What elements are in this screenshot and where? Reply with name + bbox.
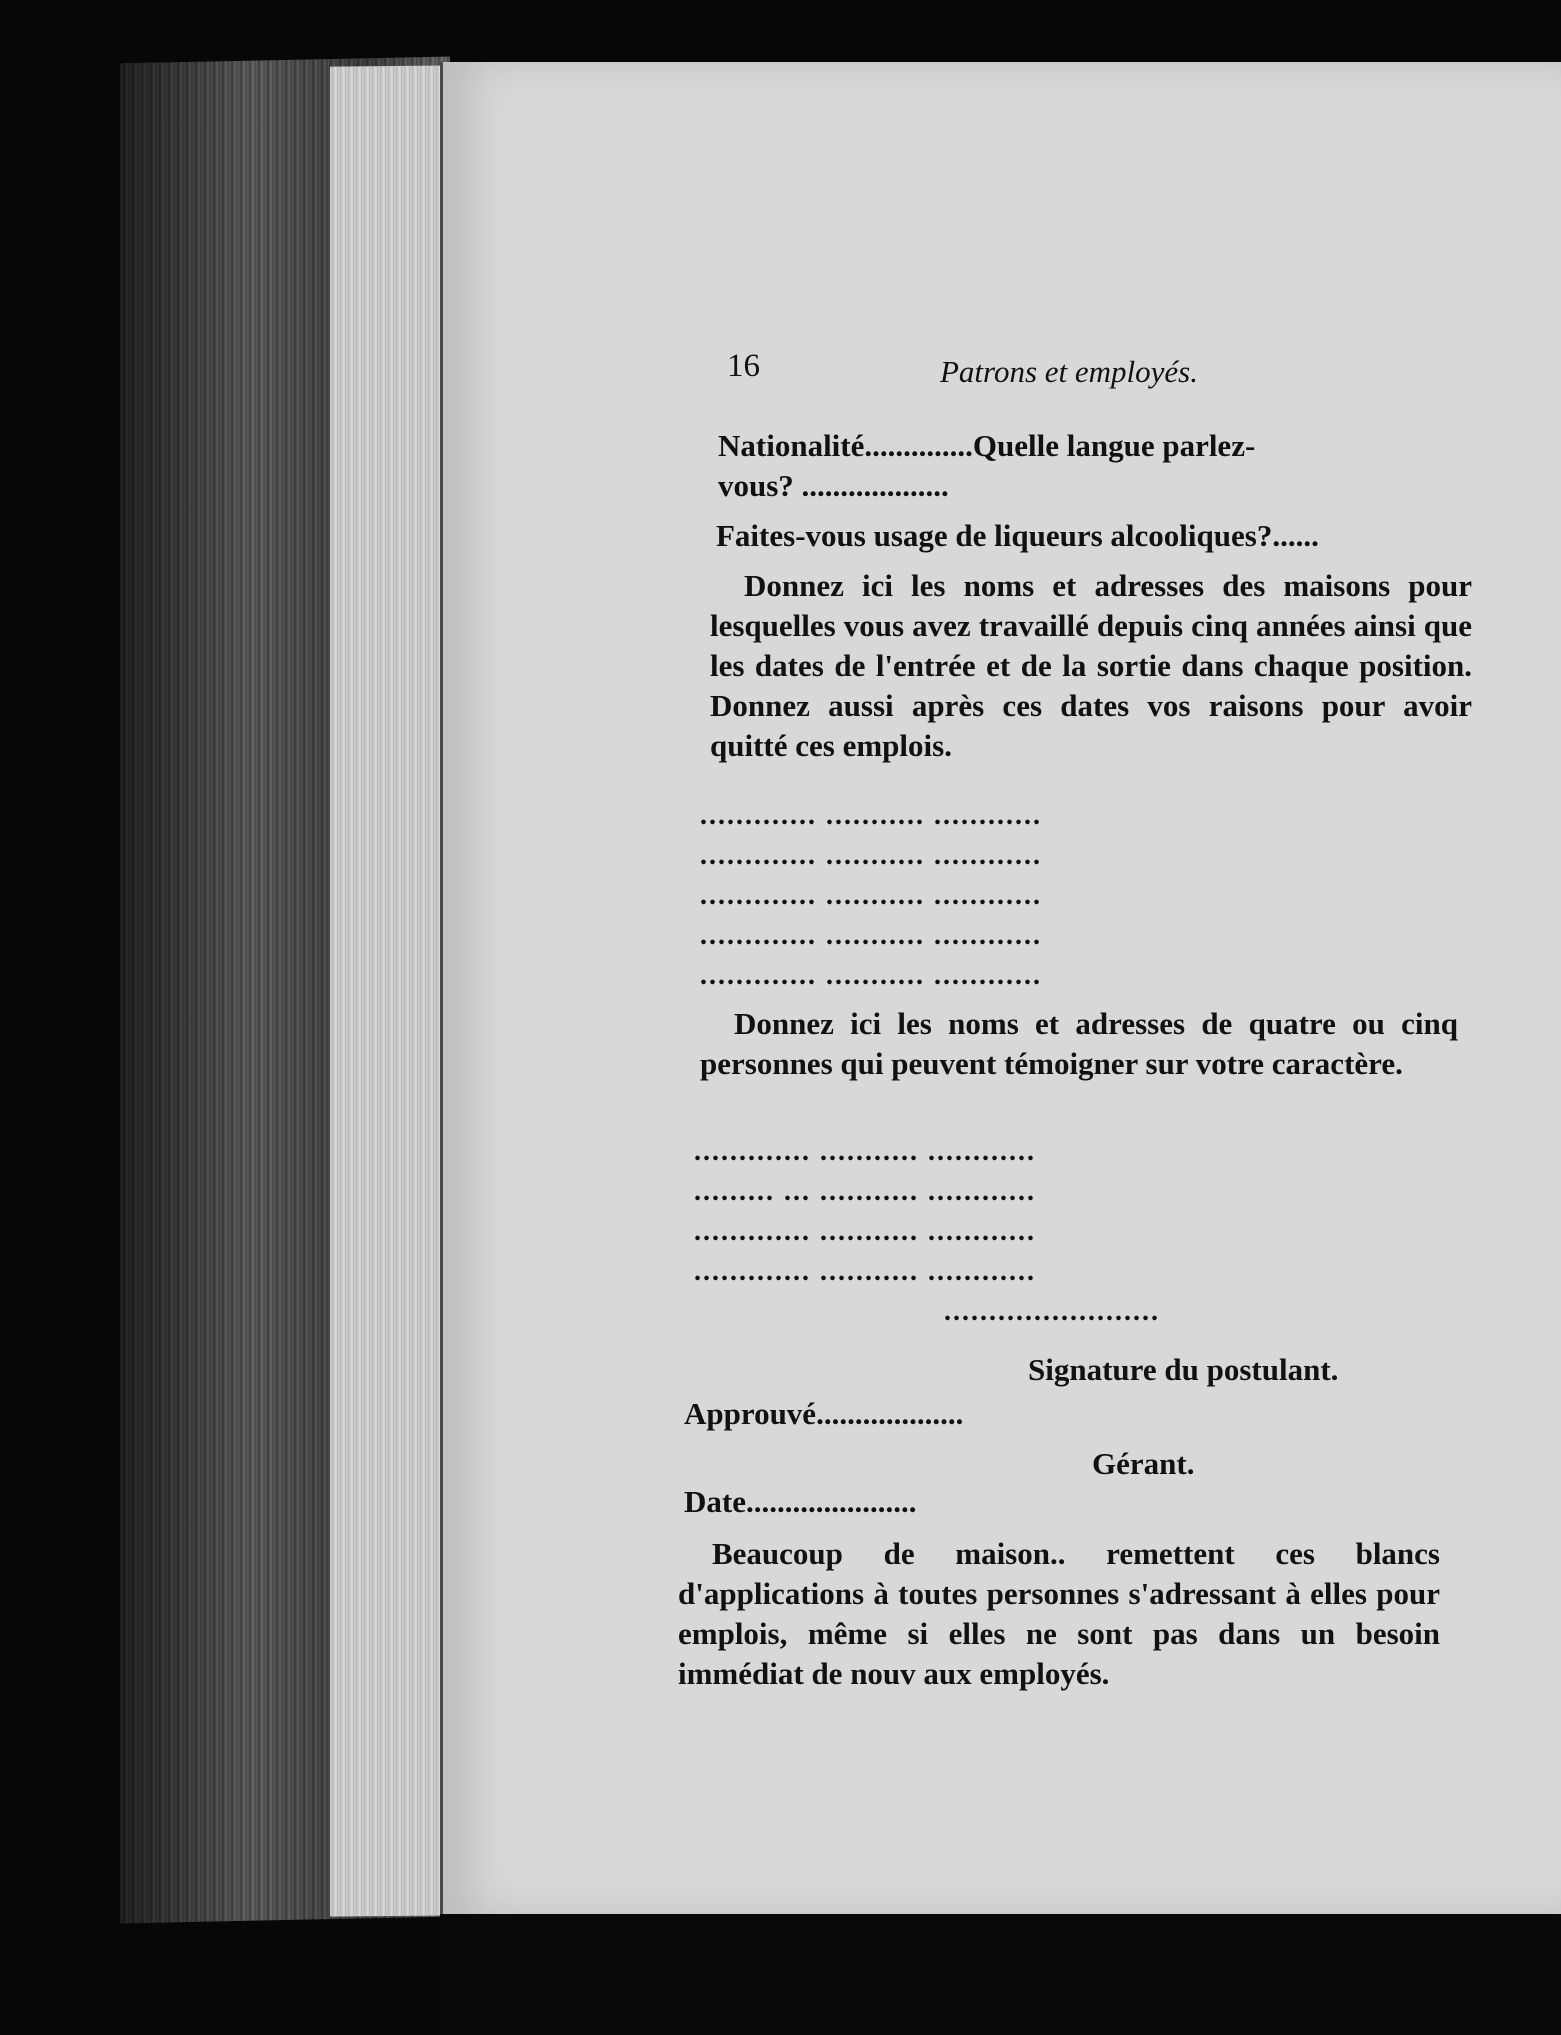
blank-line: ............. ........... ............	[694, 1256, 1036, 1287]
approved-line: Approuvé...................	[684, 1396, 964, 1431]
blank-line: ............. ........... ............	[700, 840, 1042, 871]
signature-label: Signature du postulant.	[1028, 1352, 1339, 1387]
language-line: vous? ...................	[718, 468, 949, 503]
blank-line: ............. ........... ............	[694, 1216, 1036, 1247]
page-number: 16	[727, 348, 760, 384]
references-paragraph: Donnez ici les noms et adresses de quatre ou cinq personnes qui peuvent témoigner sur votre caractère.	[700, 1006, 1458, 1081]
blank-line: ........................	[944, 1296, 1160, 1327]
blank-line: ............. ........... ............	[700, 920, 1042, 951]
bottom-shadow	[440, 1914, 1561, 2035]
blank-line: ............. ........... ............	[694, 1136, 1036, 1167]
running-title: Patrons et employés.	[940, 354, 1198, 389]
manager-label: Gérant.	[1092, 1446, 1195, 1481]
date-line: Date......................	[684, 1484, 917, 1519]
employers-paragraph: Donnez ici les noms et adresses des maisons pour lesquelles vous avez travaillé depuis cinq années ainsi que les dates de l'entrée et de la sortie dans chaque position. Donnez aussi après ces dates vos raisons pour avoir quitté ces emplois.	[710, 568, 1472, 763]
closing-paragraph: Beaucoup de maison.. remettent ces blancs d'applications à toutes personnes s'adressant à elles pour emplois, même si elles ne sont pas dans un besoin immédiat de nouv aux employés.	[678, 1536, 1440, 1691]
blank-line: ............. ........... ............	[700, 960, 1042, 991]
blank-line: ............. ........... ............	[700, 800, 1042, 831]
nationality-line: Nationalité..............Quelle langue parlez-	[718, 428, 1256, 463]
blank-line: ......... ... ........... ............	[694, 1176, 1036, 1207]
blank-line: ............. ........... ............	[700, 880, 1042, 911]
alcohol-question: Faites-vous usage de liqueurs alcooliques?......	[716, 518, 1319, 553]
